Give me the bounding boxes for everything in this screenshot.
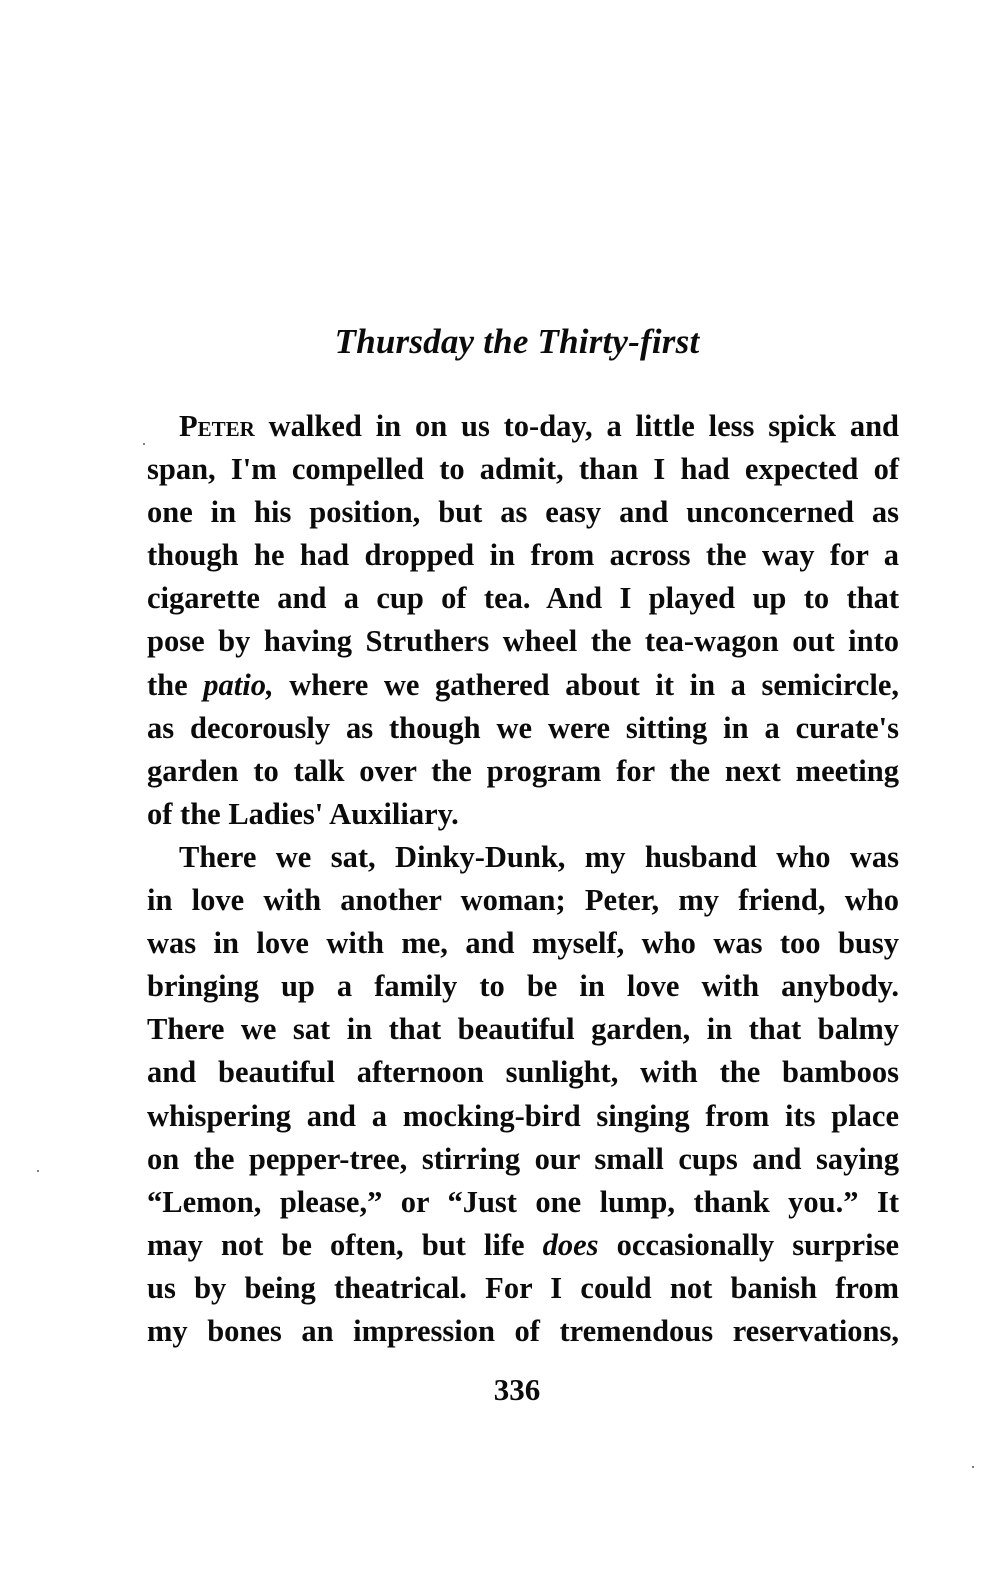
page-number: 336 bbox=[493, 1372, 541, 1407]
line-text: occasionally surprise bbox=[598, 1227, 899, 1262]
scan-speck bbox=[37, 1170, 39, 1172]
text-line bbox=[147, 405, 899, 448]
text-line: and beautiful afternoon sunlight, with the bamboos bbox=[147, 1055, 899, 1090]
text-line: cigarette and a cup of tea. And I played up to that bbox=[147, 581, 899, 616]
text-line: my bones an impression of tremendous reservations, bbox=[147, 1313, 899, 1348]
text-line: pose by having Struthers wheel the tea-wagon out into bbox=[147, 624, 899, 659]
line-text: walked in on us to-day, a little less spick and bbox=[254, 409, 899, 443]
scan-speck bbox=[972, 1466, 974, 1468]
italic-word: patio, bbox=[203, 667, 274, 702]
text-line: There we sat in that beautiful garden, in that balmy bbox=[147, 1012, 899, 1047]
chapter-heading: Thursday the Thirty-first bbox=[334, 322, 700, 361]
text-line: span, I'm compelled to admit, than I had expected of bbox=[147, 452, 899, 487]
text-line: though he had dropped in from across the way for a bbox=[147, 538, 899, 573]
text-line: garden to talk over the program for the next meeting bbox=[147, 753, 899, 788]
italic-word: does bbox=[542, 1227, 599, 1262]
text-line: us by being theatrical. For I could not banish from bbox=[147, 1270, 899, 1305]
text-line: whispering and a mocking-bird singing from its place bbox=[147, 1098, 899, 1133]
text-line: There we sat, Dinky-Dunk, my husband who was bbox=[179, 839, 899, 874]
text-line: as decorously as though we were sitting in a curate's bbox=[147, 710, 899, 745]
text-line: on the pepper-tree, stirring our small cups and saying bbox=[147, 1141, 899, 1176]
line-text: where we gathered about it in a semicircle, bbox=[273, 667, 899, 702]
scan-speck bbox=[143, 443, 145, 445]
small-caps-name: Peter bbox=[179, 409, 255, 443]
line-text: the bbox=[147, 667, 204, 702]
text-line: one in his position, but as easy and unconcerned as bbox=[147, 495, 899, 530]
line-text: may not be often, but life bbox=[147, 1227, 543, 1262]
text-line bbox=[147, 1224, 899, 1267]
text-line: bringing up a family to be in love with anybody. bbox=[147, 969, 899, 1004]
text-line: of the Ladies' Auxiliary. bbox=[147, 796, 459, 831]
body-text bbox=[147, 405, 899, 1353]
text-line: “Lemon, please,” or “Just one lump, thank you.” It bbox=[147, 1184, 899, 1219]
text-line: in love with another woman; Peter, my friend, who bbox=[147, 883, 899, 918]
text-line bbox=[147, 664, 899, 707]
text-line: was in love with me, and myself, who was too busy bbox=[147, 926, 899, 961]
